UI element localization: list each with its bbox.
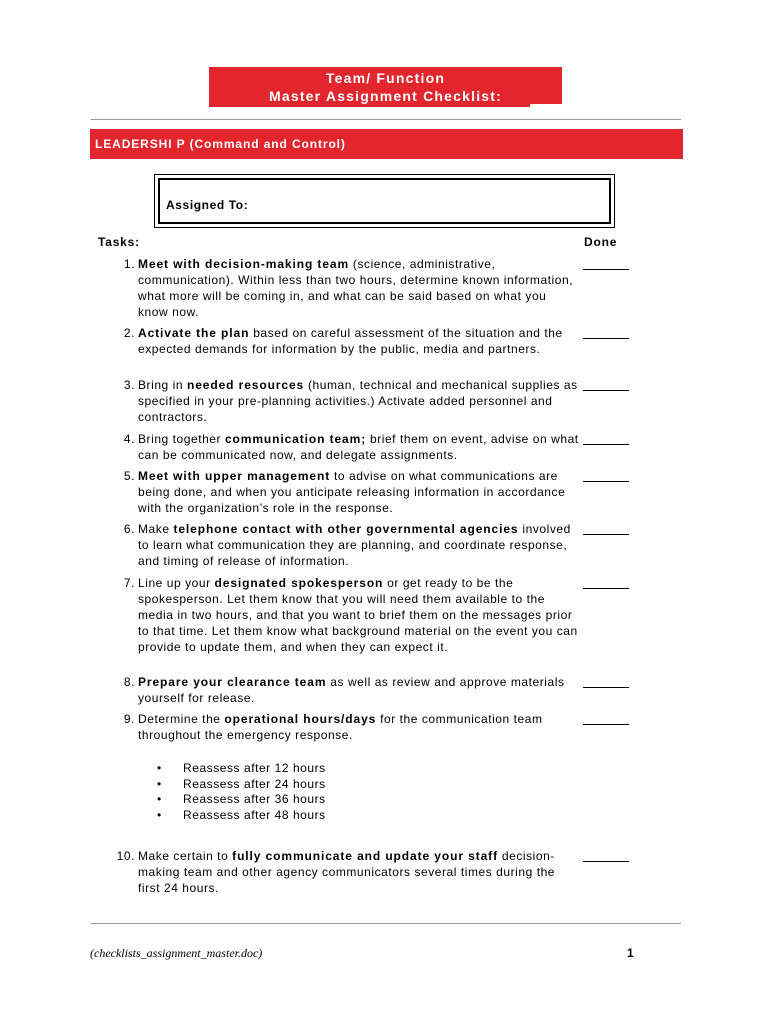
task-number: 3. [123,378,135,392]
task-number: 2. [123,326,135,340]
done-blank-4 [583,444,629,445]
assigned-to-box [154,174,615,228]
list-item: • Reassess after 12 hours [157,761,326,775]
task-number: 4. [123,432,135,446]
footer-filename: (checklists_assignment_master.doc) [90,946,263,960]
done-blank-8 [583,687,629,688]
task-text: (human, technical and mechanical supplies as specified in your pre-planning activities.) Activate added personnel and contractors. [138,378,578,424]
task-item-7 [105,575,580,655]
task-text: Determine the [138,712,225,726]
title-line-2: Master Assignment Checklist: [268,88,503,104]
page-number: 1 [627,946,634,960]
list-item: • Reassess after 24 hours [157,776,326,791]
list-item: • Reassess after 48 hours [157,807,326,822]
task-key-phrase: fully communicate and update your staff [232,849,498,863]
document-title-box [209,67,562,107]
task-key-phrase: Prepare your clearance team [138,675,327,689]
task-item-8 [105,674,580,706]
done-blank-1 [583,269,629,270]
reassess-bullet-list [155,761,326,823]
section-header: LEADERSHI P (Command and Control) [90,129,683,159]
task-text: or get ready to be the spokesperson. Let them know that you will need them available to the media in two hours, and that you want to brief them on the messages prior to that time. Let them know what background material on the event you can provide to update them, and when they can expect it. [138,576,578,654]
task-item-5 [105,468,580,516]
task-item-6 [105,521,580,569]
done-heading: Done [584,235,618,249]
task-text: brief them on event, advise on what can be communicated now, and delegate assignments. [138,432,579,462]
task-number: 5. [123,469,135,483]
task-number: 8. [123,675,135,689]
done-blank-5 [583,481,629,482]
done-blank-7 [583,588,629,589]
title-line-1: Team/ Function [325,70,446,86]
task-text: decision-making team and other agency communicators several times during the first 24 hours. [138,849,556,895]
task-number: 1. [123,257,135,271]
task-text: Bring in [138,378,187,392]
task-key-phrase: Meet with upper management [138,469,331,483]
task-text: Bring together [138,432,225,446]
task-key-phrase: communication team; [224,432,367,446]
task-key-phrase: Activate the plan [138,326,250,340]
task-key-phrase: needed resources [186,378,305,392]
task-text: as well as review and approve materials yourself for release. [138,675,565,705]
done-blank-10 [583,861,629,862]
assigned-to-label: Assigned To: [158,178,611,224]
task-item-3 [105,377,580,425]
title-notch [530,104,562,108]
task-number: 7. [123,576,135,590]
done-blank-9 [583,724,629,725]
task-item-1 [105,256,580,320]
task-key-phrase: Meet with decision-making team [138,257,350,271]
task-number: 9. [123,712,135,726]
task-text: based on careful assessment of the situation and the expected demands for information by the public, media and partners. [138,326,563,356]
footer-divider [91,923,681,924]
task-key-phrase: operational hours/days [224,712,377,726]
bullet-icon: • [157,761,162,775]
done-blank-6 [583,534,629,535]
top-divider [91,119,681,120]
task-text: Line up your [138,576,215,590]
task-text: Make [138,522,174,536]
task-text: (science, administrative, communication). Within less than two hours, determine known information, what more will be coming in, and what can be said based on what you know now. [138,257,574,319]
tasks-heading: Tasks: [98,235,140,249]
task-item-2 [105,325,580,357]
task-text: for the communication team throughout the emergency response. [138,712,543,742]
done-blank-3 [583,390,629,391]
bullet-icon: • [157,792,162,806]
bullet-icon: • [157,807,162,822]
task-text: Make certain to [138,849,233,863]
done-blank-2 [583,338,629,339]
task-number: 6. [123,522,135,536]
task-number: 10. [116,849,135,863]
task-item-9 [105,711,580,743]
task-key-phrase: designated spokesperson [214,576,384,590]
list-item: • Reassess after 36 hours [157,792,326,806]
task-text: involved to learn what communication they are planning, and coordinate response, and timing of release of information. [138,522,571,568]
task-item-10 [105,848,580,896]
task-item-4 [105,431,580,463]
task-key-phrase: telephone contact with other governmental agencies [173,522,519,536]
task-text: to advise on what communications are being done, and when you anticipate releasing information in accordance with the organization’s role in the response. [138,469,566,515]
bullet-icon: • [157,776,162,791]
